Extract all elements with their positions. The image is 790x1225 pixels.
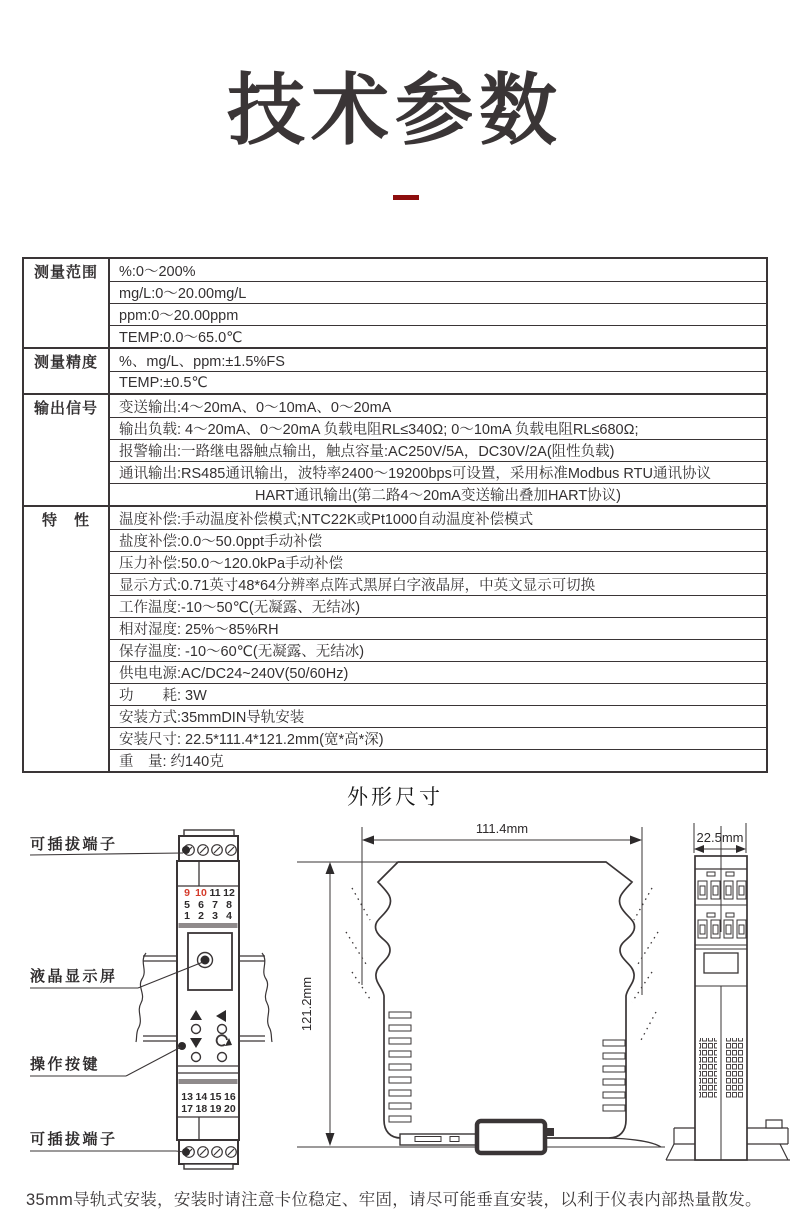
spec-group-label: 特 性 bbox=[24, 507, 110, 771]
terminal-number: 15 bbox=[209, 1091, 222, 1103]
terminal-number: 18 bbox=[195, 1103, 208, 1115]
section-title: 外形尺寸 bbox=[347, 786, 443, 809]
spec-row: 功 耗: 3W bbox=[110, 683, 766, 705]
spec-row: 保存温度: -10～60℃(无凝露、无结冰) bbox=[110, 639, 766, 661]
spec-row: 通讯输出:RS485通讯输出，波特率2400～19200bps可设置，采用标准Modbus RTU通讯协议 bbox=[110, 461, 766, 483]
spec-group bbox=[24, 393, 766, 505]
terminal-number: 9 bbox=[184, 887, 190, 899]
terminal-number: 20 bbox=[224, 1103, 236, 1115]
terminal-number: 11 bbox=[209, 887, 221, 899]
spec-row: 温度补偿:手动温度补偿模式;NTC22K或Pt1000自动温度补偿模式 bbox=[119, 511, 534, 528]
spec-row: 重 量: 约140克 bbox=[110, 749, 766, 771]
spec-row: 输出负载: 4～20mA、0～20mA 负载电阻RL≤340Ω; 0～10mA 负载电阻RL≤680Ω; bbox=[110, 417, 766, 439]
spec-row: 压力补偿:50.0～120.0kPa手动补偿 bbox=[110, 551, 766, 573]
terminal-number: 17 bbox=[181, 1103, 193, 1115]
terminal-number: 3 bbox=[212, 910, 218, 922]
page-title: 技术参数 bbox=[226, 66, 563, 154]
title-accent-bar bbox=[393, 195, 419, 200]
spec-row: 显示方式:0.71英寸48*64分辨率点阵式黑屏白字液晶屏，中英文显示可切换 bbox=[110, 573, 766, 595]
terminal-number: 14 bbox=[195, 1091, 208, 1103]
terminal-number: 4 bbox=[226, 910, 232, 922]
spec-row: TEMP:0.0～65.0℃ bbox=[110, 325, 766, 347]
dim-depth: 22.5mm bbox=[696, 830, 744, 845]
label-lcd: 液晶显示屏 bbox=[30, 968, 118, 985]
terminal-number: 13 bbox=[181, 1091, 193, 1103]
terminal-grid-bottom bbox=[180, 1091, 237, 1115]
spec-row: 供电电源:AC/DC24~240V(50/60Hz) bbox=[110, 661, 766, 683]
terminal-number: 2 bbox=[198, 910, 204, 922]
spec-group-label: 输出信号 bbox=[24, 395, 110, 505]
outline-dimension-drawing bbox=[0, 815, 790, 1175]
dim-width: 111.4mm bbox=[475, 821, 529, 836]
spec-group bbox=[24, 505, 766, 771]
label-bottom-terminal: 可插拔端子 bbox=[30, 1131, 118, 1148]
terminal-grid-top bbox=[180, 888, 236, 923]
terminal-number: 1 bbox=[184, 910, 190, 922]
spec-row: %:0～200% bbox=[119, 263, 196, 280]
spec-group bbox=[24, 347, 766, 393]
spec-table bbox=[22, 257, 768, 773]
spec-row: HART通讯输出(第二路4～20mA变送输出叠加HART协议) bbox=[110, 483, 766, 505]
terminal-number: 6 bbox=[198, 898, 204, 911]
spec-row: mg/L:0～20.00mg/L bbox=[110, 281, 766, 303]
label-top-terminal: 可插拔端子 bbox=[30, 836, 118, 853]
front-view bbox=[30, 830, 272, 1169]
dim-height: 121.2mm bbox=[299, 976, 314, 1032]
terminal-number: 8 bbox=[226, 898, 232, 911]
terminal-number: 7 bbox=[212, 898, 218, 911]
side-view bbox=[297, 827, 665, 1153]
label-buttons: 操作按键 bbox=[30, 1056, 101, 1073]
spec-row: 盐度补偿:0.0～50.0ppt手动补偿 bbox=[110, 529, 766, 551]
spec-group-label: 测量精度 bbox=[24, 349, 110, 393]
top-view bbox=[666, 823, 790, 1160]
spec-row: ppm:0～20.00ppm bbox=[110, 303, 766, 325]
spec-row: 变送输出:4～20mA、0～10mA、0～20mA bbox=[119, 399, 392, 416]
terminal-number: 12 bbox=[223, 887, 235, 899]
spec-row: TEMP:±0.5℃ bbox=[110, 371, 766, 393]
spec-group-label: 测量范围 bbox=[24, 259, 110, 347]
terminal-number: 19 bbox=[209, 1103, 222, 1115]
spec-row: 安装尺寸: 22.5*111.4*121.2mm(宽*高*深) bbox=[110, 727, 766, 749]
spec-row: 工作温度:-10～50℃(无凝露、无结冰) bbox=[110, 595, 766, 617]
footer-note: 35mm导轨式安装，安装时请注意卡位稳定、牢固，请尽可能垂直安装，以利于仪表内部热量散发。 bbox=[26, 1191, 762, 1209]
terminal-number: 10 bbox=[195, 887, 207, 899]
spec-row: %、mg/L、ppm:±1.5%FS bbox=[119, 353, 285, 370]
spec-row: 报警输出:一路继电器触点输出，触点容量:AC250V/5A，DC30V/2A(阻性负载) bbox=[110, 439, 766, 461]
terminal-number: 5 bbox=[184, 898, 190, 911]
spec-row: 相对湿度: 25%～85%RH bbox=[110, 617, 766, 639]
terminal-number: 16 bbox=[224, 1091, 236, 1103]
spec-row: 安装方式:35mmDIN导轨安装 bbox=[110, 705, 766, 727]
spec-group bbox=[24, 259, 766, 347]
